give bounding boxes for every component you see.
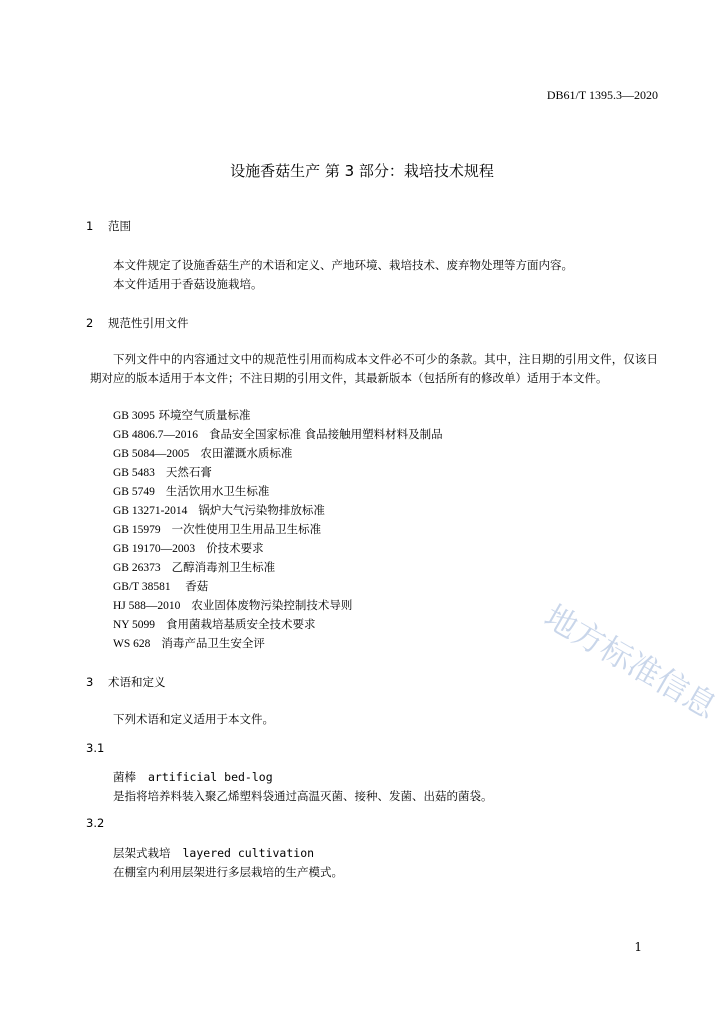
section-title: 术语和定义	[108, 675, 166, 689]
paragraph: 下列术语和定义适用于本文件。	[113, 712, 274, 726]
section-2-heading	[86, 315, 189, 331]
reference-item: GB 19170—2003 价技术要求	[113, 541, 264, 555]
section-3-heading	[86, 674, 166, 690]
paragraph: 本文件规定了设施香菇生产的术语和定义、产地环境、栽培技术、废弃物处理等方面内容。	[113, 258, 573, 272]
watermark: 地方标准信息	[538, 597, 724, 727]
reference-item: GB 13271-2014 锅炉大气污染物排放标准	[113, 503, 325, 517]
section-1-heading	[86, 218, 131, 234]
section-title: 范围	[108, 219, 131, 233]
section-number: 3	[86, 675, 94, 689]
term-number: 3.2	[86, 816, 105, 830]
section-number: 2	[86, 316, 94, 330]
document-code: DB61/T 1395.3—2020	[546, 88, 658, 102]
term-entry	[113, 769, 273, 785]
section-title: 规范性引用文件	[108, 316, 189, 330]
term-en: artificial bed-log	[148, 770, 273, 784]
reference-item: GB 4806.7—2016 食品安全国家标准 食品接触用塑料材料及制品	[113, 427, 443, 441]
term-definition: 在棚室内利用层架进行多层栽培的生产模式。	[113, 865, 343, 879]
term-number: 3.1	[86, 741, 105, 755]
paragraph: 本文件适用于香菇设施栽培。	[113, 277, 263, 291]
reference-item: HJ 588—2010 农业固体废物污染控制技术导则	[113, 598, 353, 612]
reference-item: GB 3095 环境空气质量标准	[113, 408, 251, 422]
section-number: 1	[86, 219, 94, 233]
reference-item: GB/T 38581 香菇	[113, 579, 209, 593]
reference-item: GB 5084—2005 农田灌溉水质标准	[113, 446, 293, 460]
term-zh: 菌棒	[113, 770, 136, 784]
reference-item: NY 5099 食用菌栽培基质安全技术要求	[113, 617, 316, 631]
page-number: 1	[634, 940, 642, 954]
reference-item: WS 628 消毒产品卫生安全评	[113, 636, 265, 650]
reference-item: GB 15979 一次性使用卫生用品卫生标准	[113, 522, 322, 536]
reference-item: GB 5749 生活饮用水卫生标准	[113, 484, 270, 498]
term-definition: 是指将培养料装入聚乙烯塑料袋通过高温灭菌、接种、发菌、出菇的菌袋。	[113, 789, 493, 803]
term-en: layered cultivation	[182, 846, 315, 860]
reference-item: GB 26373 乙醇消毒剂卫生标准	[113, 560, 276, 574]
term-zh: 层架式栽培	[113, 846, 171, 860]
reference-item: GB 5483 天然石膏	[113, 465, 212, 479]
paragraph: 下列文件中的内容通过文中的规范性引用而构成本文件必不可少的条款。其中，注日期的引用文件，仅该日期对应的版本适用于本文件；不注日期的引用文件，其最新版本（包括所有的修改单）适用于本文件。	[90, 352, 658, 385]
document-title: 设施香菇生产 第 3 部分：栽培技术规程	[230, 162, 494, 180]
term-entry	[113, 845, 314, 861]
